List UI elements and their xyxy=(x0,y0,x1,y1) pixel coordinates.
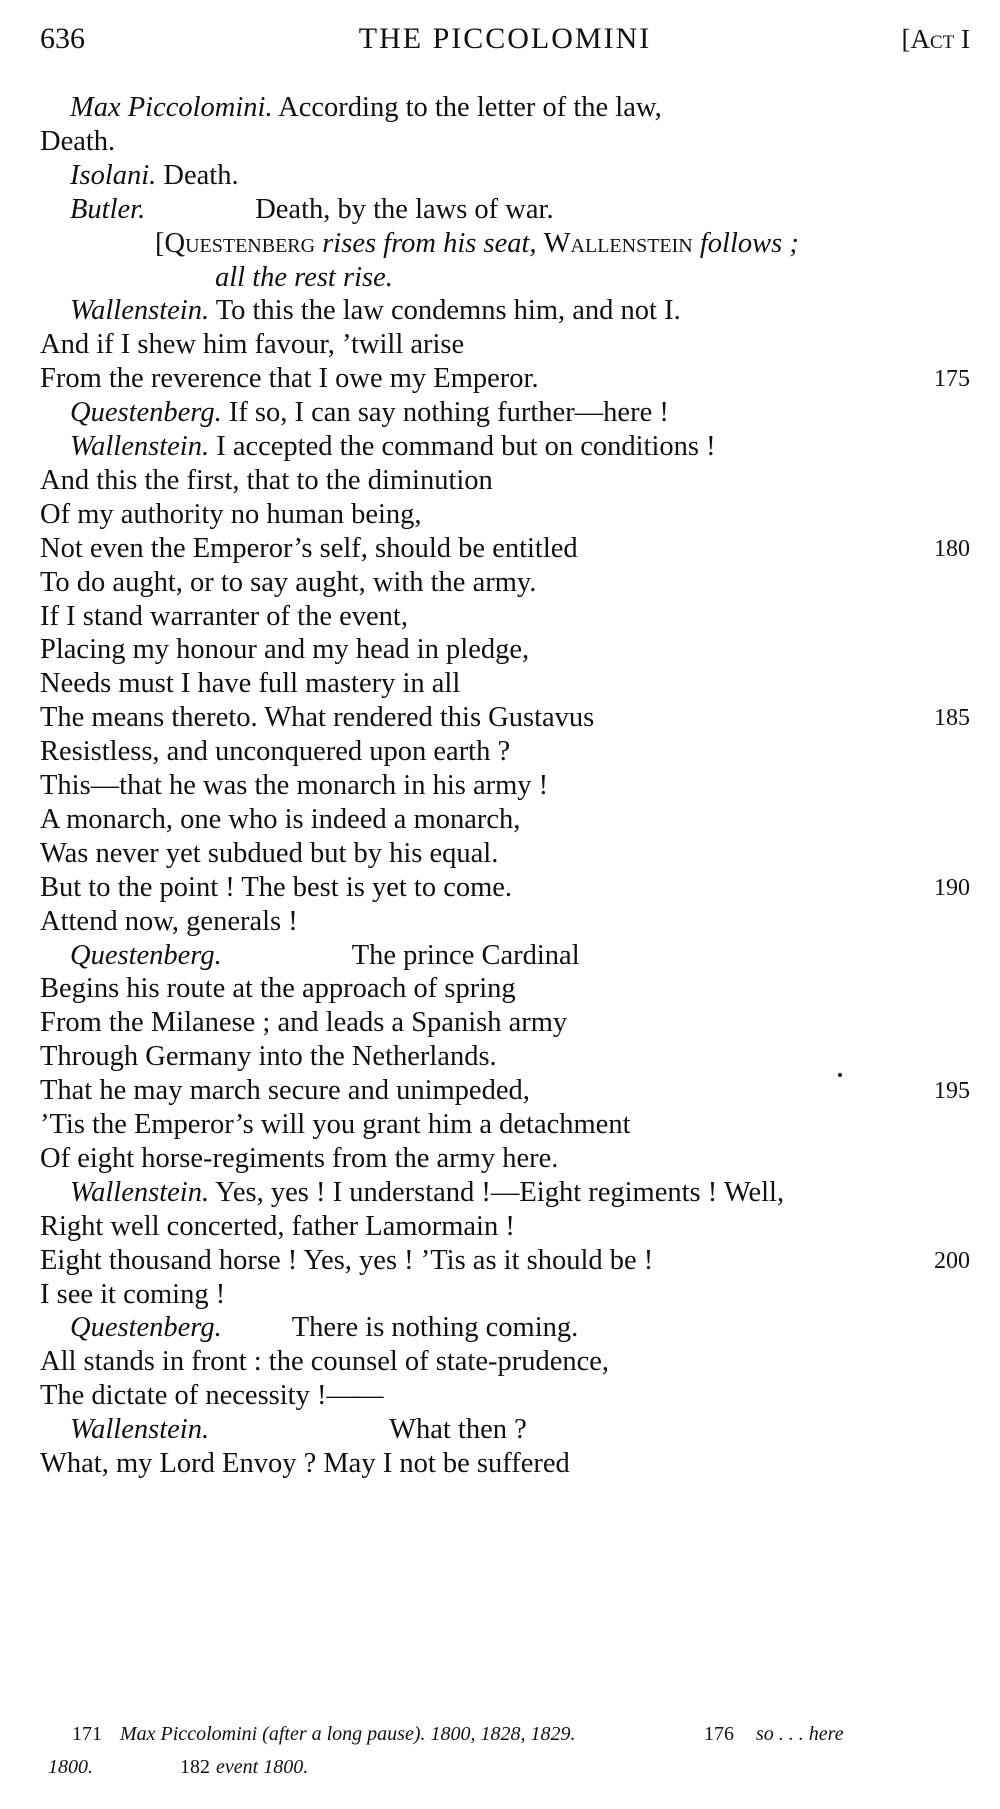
stage-direction-bracket: [ xyxy=(155,227,165,259)
footnote-line-number: 176 xyxy=(704,1723,734,1745)
line-number: 195 xyxy=(934,1078,970,1105)
footnote-text: event 1800. xyxy=(216,1756,309,1778)
page-number: 636 xyxy=(40,22,85,55)
dialogue-text: According to the letter of the law, xyxy=(272,92,662,123)
dialogue-text: I see it coming ! xyxy=(40,1278,226,1310)
running-header xyxy=(40,22,970,66)
dialogue-text: From the reverence that I owe my Emperor. xyxy=(40,363,539,395)
stage-direction-name: Questenberg xyxy=(164,227,316,259)
dialogue-text: I accepted the command but on conditions ! xyxy=(209,431,716,462)
dialogue-text: Yes, yes ! I understand !—Eight regiments ! Well, xyxy=(209,1176,785,1208)
footnote-text: Max Piccolomini (after a long pause). 1800, 1828, 1829. xyxy=(120,1723,576,1745)
verse-line xyxy=(0,1444,1000,1484)
speaker-name: Wallenstein. xyxy=(70,295,210,327)
footnote-row xyxy=(48,1718,978,1751)
dialogue-text: And this the first, that to the diminution xyxy=(40,464,493,496)
line-number: 175 xyxy=(934,366,970,393)
dialogue-text: Resistless, and unconquered upon earth ? xyxy=(40,736,511,768)
dialogue-text: Death. xyxy=(40,125,116,157)
dialogue-text: From the Milanese ; and leads a Spanish army xyxy=(40,1007,568,1039)
line-number: 190 xyxy=(934,874,970,901)
footnote-line-number: 182 xyxy=(180,1756,210,1778)
dialogue-text: All stands in front : the counsel of state-prudence, xyxy=(40,1346,610,1378)
footnote-row xyxy=(48,1751,978,1784)
line-number: 200 xyxy=(934,1247,970,1274)
stage-direction: all the rest rise. xyxy=(215,261,393,293)
dialogue-text: What then ? xyxy=(389,1414,527,1446)
speaker-name: Max Piccolomini. xyxy=(70,92,273,123)
act-marker: [Act I xyxy=(901,24,970,54)
speaker-name: Wallenstein. xyxy=(70,1414,210,1446)
stage-direction: follows ; xyxy=(692,227,799,259)
line-number: 185 xyxy=(934,705,970,732)
speaker-name: Questenberg. xyxy=(70,1312,222,1344)
dialogue-text: Death, by the laws of war. xyxy=(255,193,554,225)
footnote-text: 1800. xyxy=(48,1756,93,1778)
dialogue-text: Right well concerted, father Lamormain ! xyxy=(40,1210,515,1242)
dialogue-text: Needs must I have full mastery in all xyxy=(40,668,461,700)
line-text xyxy=(40,1444,570,1484)
speaker-name: Isolani. xyxy=(70,159,157,191)
dialogue-text: Attend now, generals ! xyxy=(40,905,298,937)
dialogue-text: But to the point ! The best is yet to come. xyxy=(40,871,513,903)
footnote-line-number: 171 xyxy=(72,1723,102,1745)
running-title: THE PICCOLOMINI xyxy=(358,22,652,55)
dialogue-text: Through Germany into the Netherlands. xyxy=(40,1041,497,1073)
dialogue-text: To do aught, or to say aught, with the army. xyxy=(40,566,537,598)
footnote-text: so . . . here xyxy=(756,1723,844,1745)
speaker-name: Questenberg. xyxy=(70,939,222,971)
speaker-name: Wallenstein. xyxy=(70,1176,210,1208)
dialogue-text: That he may march secure and unimpeded, xyxy=(40,1075,530,1107)
dialogue-text: Not even the Emperor’s self, should be entitled xyxy=(40,532,578,564)
dialogue-text: Was never yet subdued but by his equal. xyxy=(40,837,499,869)
dialogue-text: Of eight horse-regiments from the army here. xyxy=(40,1142,559,1174)
dialogue-text: Begins his route at the approach of spring xyxy=(40,973,516,1005)
dialogue-text: A monarch, one who is indeed a monarch, xyxy=(40,803,521,835)
dialogue-text: Eight thousand horse ! Yes, yes ! ’Tis as it should be ! xyxy=(40,1244,654,1276)
dialogue-text: And if I shew him favour, ’twill arise xyxy=(40,329,465,361)
ink-speck xyxy=(838,1073,842,1077)
dialogue-text: Death. xyxy=(156,159,239,191)
dialogue-text: ’Tis the Emperor’s will you grant him a detachment xyxy=(40,1109,631,1140)
dialogue-text: The dictate of necessity !—— xyxy=(40,1380,384,1412)
dialogue-text: If I stand warranter of the event, xyxy=(40,600,408,632)
dialogue-text: What, my Lord Envoy ? May I not be suffered xyxy=(40,1448,570,1479)
dialogue-text: There is nothing coming. xyxy=(291,1312,579,1344)
stage-direction: rises from his seat, xyxy=(315,227,544,259)
speaker-name: Butler. xyxy=(70,193,146,225)
dialogue-text: This—that he was the monarch in his army ! xyxy=(40,770,549,801)
footnotes xyxy=(48,1718,978,1784)
dialogue-text: If so, I can say nothing further—here ! xyxy=(221,397,669,429)
dialogue-text: The prince Cardinal xyxy=(351,939,580,971)
stage-direction-name: Wallenstein xyxy=(543,227,693,259)
line-number: 180 xyxy=(934,535,970,562)
dialogue-text: To this the law condemns him, and not I. xyxy=(209,295,681,327)
dialogue-text: Placing my honour and my head in pledge, xyxy=(40,634,530,666)
speaker-name: Questenberg. xyxy=(70,397,222,429)
dialogue-text: Of my authority no human being, xyxy=(40,498,422,530)
dialogue-text: The means thereto. What rendered this Gustavus xyxy=(40,702,595,734)
speaker-name: Wallenstein. xyxy=(70,431,210,462)
